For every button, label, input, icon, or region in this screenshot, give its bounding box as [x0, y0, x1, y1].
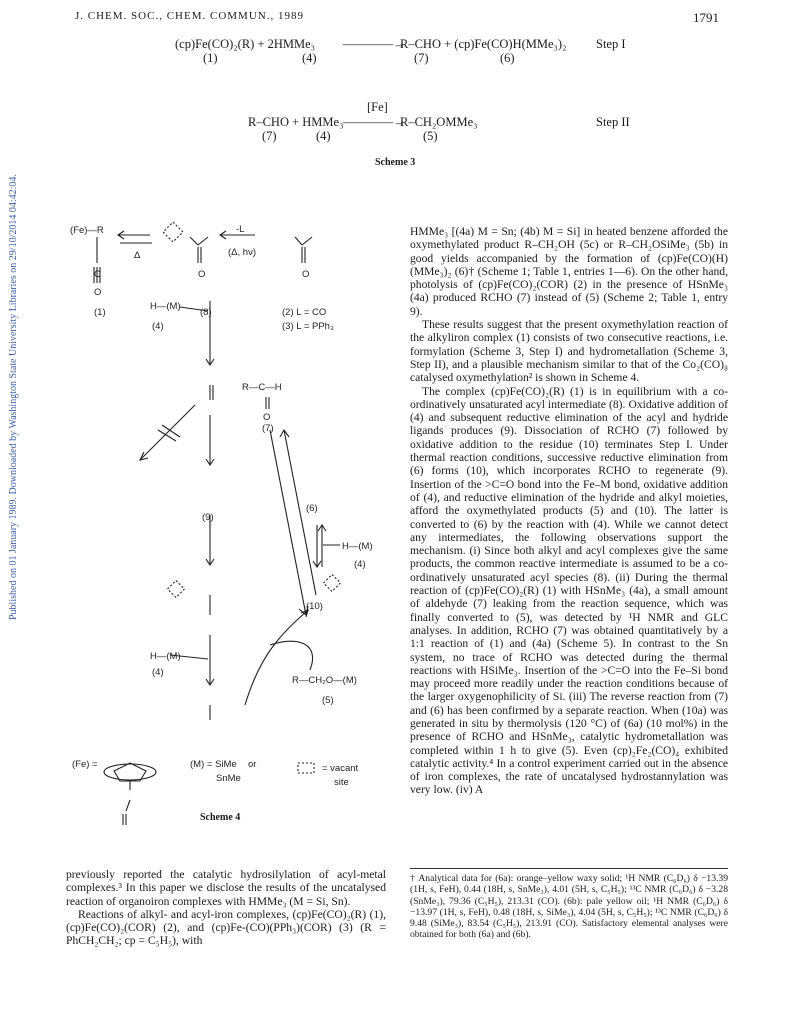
- footnote-rule: [410, 868, 728, 869]
- journal-header: J. CHEM. SOC., CHEM. COMMUN., 1989: [75, 10, 304, 22]
- svg-text:R—C—H: R—C—H: [242, 382, 282, 393]
- left-bottom-column: [66, 868, 386, 948]
- download-notice: Published on 01 January 1989. Downloaded by Washington State University Libraries on 29/10/2014 04:42:04.: [8, 174, 19, 620]
- svg-text:O: O: [94, 287, 102, 298]
- svg-text:H—(M): H—(M): [150, 301, 181, 312]
- step1-num-7: (7): [414, 51, 429, 65]
- right-column: [410, 225, 728, 797]
- svg-text:(9): (9): [202, 512, 214, 523]
- svg-text:C: C: [94, 269, 101, 280]
- step1-right: R–CHO + (cp)Fe(CO)H(MMe₃)₂: [400, 37, 567, 51]
- svg-text:(6): (6): [306, 503, 318, 514]
- svg-text:or: or: [248, 759, 257, 770]
- svg-text:site: site: [334, 777, 349, 788]
- label-fe-r: (Fe)—R: [70, 225, 104, 236]
- svg-text:(Δ, hν): (Δ, hν): [228, 247, 256, 258]
- svg-text:R—CH₂O—(M): R—CH₂O—(M): [292, 675, 357, 686]
- svg-text:(2) L = CO: (2) L = CO: [282, 307, 327, 318]
- page-number: 1791: [693, 10, 719, 25]
- svg-text:(7): (7): [262, 423, 274, 434]
- svg-text:= vacant: = vacant: [322, 763, 359, 774]
- svg-text:(3) L = PPh₃: (3) L = PPh₃: [282, 321, 334, 332]
- svg-text:SnMe: SnMe: [216, 773, 241, 784]
- step1-label: Step I: [596, 37, 626, 51]
- step1-left: (cp)Fe(CO)₂(R) + 2HMMe₃: [175, 37, 316, 51]
- svg-text:(4): (4): [152, 667, 164, 678]
- step2-label: Step II: [596, 115, 630, 129]
- step1-num-4: (4): [302, 51, 317, 65]
- svg-text:(1): (1): [94, 307, 106, 318]
- svg-text:O: O: [198, 269, 206, 280]
- svg-text:O: O: [263, 412, 271, 423]
- step2-num-7: (7): [262, 129, 277, 143]
- paragraph-left-2: Reactions of alkyl- and acyl-iron complexes, (cp)Fe(CO)₂(R) (1), (cp)Fe(CO)₂(COR) (2), and (cp)Fe-(CO)(PPh₃)(COR) (3) (R = PhCH₂CH₂; cp = C₅H₅), with: [66, 907, 386, 948]
- step1-arrow: ————→: [343, 37, 406, 51]
- scheme4-caption: Scheme 4: [200, 812, 241, 823]
- paragraph-3: The complex (cp)Fe(CO)₂(R) (1) is in equilibrium with a co-ordinatively unsaturated acyl intermediate (8). Oxidative addition of (4) and subsequent reductive elimination of the acyl and hydride ligands produces (9). Dissociation of RCHO (7) followed by oxidative addition to the residue (10) terminates Step I. Under thermal reaction conditions, successive reductive elimination from (6) forms (10), which incorporates RCHO to regenerate (9). Insertion of the >C=O bond into the Fe–M bond, oxidative addition of (4), and reductive elimination of the hydride and alkyl moieties, afford the oxymethylated products (5) and (10). The latter is converted to (6) by the reaction with (4). While we cannot detect any intermediates, the following observations support the mechanism. (i) Since both alkyl and acyl complexes give the same products, the common reactive intermediate is assumed to be a co-ordinatively unsaturated acyl species (8). (ii) During the thermal reaction of (cp)Fe(CO)₂(R) (1) with HSnMe₃ (4a), a small amount of aldehyde (7) leaking from the reaction sequence, which was finally converted to (5), was detected by ¹H NMR and GLC analyses. In addition, RCHO (7) was obtained quantitatively by a 1:1 reaction of (1) and (4a) (Scheme 5). In contrast to the Sn system, no trace of RCHO was detected during the thermal reactions with HSiMe₃. Insertion of the >C=O into the Fe–Si bond may proceed more readily under the reaction conditions because of the larger oxygenophilicity of Si. (iii) The reverse reaction from (7) and (6) has been confirmed by a separate reaction. When (10a) was generated in situ by thermolysis (120 °C) of (6a) (10 mol%) in the presence of RCHO and HSnMe₃, catalytic hydrometallation was completed within 1 h to give (5). Even (cp)₂Fe₂(CO)₄ exhibited catalytic activity.⁴ In a control experiment carried out in the absence of iron complexes, the rate of uncatalysed hydrostannylation was very low. (iv) A: [410, 384, 728, 797]
- step2-right: R–CH₂OMMe₃: [400, 115, 478, 129]
- svg-text:(M) = SiMe: (M) = SiMe: [190, 759, 237, 770]
- step2-num-5: (5): [423, 129, 438, 143]
- svg-text:(4): (4): [152, 321, 164, 332]
- paragraph-1: HMMe₃ [(4a) M = Sn; (4b) M = Si] in heated benzene afforded the oxymethylated product R–CH₂OH (5c) or R–CH₂OSiMe₃ (5b) in good yields accompanied by the formation of (cp)Fe(CO)(H)(MMe₃)₂ (6)† (Scheme 1; Table 1, entries 1—6). On the other hand, photolysis of (cp)Fe(CO)₂(COR) (2) in the presence of HSnMe₃ (4a) produced RCHO (7) instead of (5) (Scheme 2; Table 1, entry 9).: [410, 225, 728, 318]
- scheme-4-diagram: [70, 215, 400, 825]
- step2-arrow: ————→: [343, 115, 406, 129]
- svg-text:H—(M): H—(M): [150, 651, 181, 662]
- footnote: † Analytical data for (6a): orange–yellow waxy solid; ¹H NMR (C₆D₆) δ −13.39 (1H, s, FeH), 0.44 (18H, s, SnMe₃), 4.01 (5H, s, C₅H₅); ¹³C NMR (C₆D₆) δ −3.28 (SnMe₃), 79.36 (C₅H₅), 213.31 (CO). (6b): pale yellow oil; ¹H NMR (C₆D₆) δ −13.97 (1H, s, FeH), 0.48 (18H, s, SiMe₃), 4.04 (5H, s, C₅H₅); ¹³C NMR (C₆D₆) δ 9.48 (SiMe₃), 83.54 (C₅H₅), 213.91 (CO). Satisfactory elemental analyses were obtained for both (6a) and (6b).: [410, 873, 728, 941]
- svg-text:(5): (5): [322, 695, 334, 706]
- svg-text:(Fe) =: (Fe) =: [72, 759, 98, 770]
- svg-text:-L: -L: [236, 224, 245, 235]
- scheme3-caption: Scheme 3: [375, 157, 416, 168]
- svg-text:Δ: Δ: [134, 250, 141, 261]
- svg-text:(10): (10): [306, 601, 323, 612]
- step2-catalyst: [Fe]: [367, 100, 388, 114]
- svg-text:H—(M): H—(M): [342, 541, 373, 552]
- svg-text:(4): (4): [354, 559, 366, 570]
- step2-left: R–CHO + HMMe₃: [248, 115, 344, 129]
- paragraph-2: These results suggest that the present oxymethylation reaction of the alkyliron complex (1) consists of two consecutive reactions, i.e. formylation (Scheme 3, Step I) and hydrometallation (Scheme 3, Step II), and a plausible mechanism similar to that of the Co₂(CO)₈ catalysed oxymethylation² is shown in Scheme 4.: [410, 318, 728, 385]
- step1-num-1: (1): [203, 51, 218, 65]
- step1-num-6: (6): [500, 51, 515, 65]
- paragraph-left-1: previously reported the catalytic hydrosilylation of acyl-metal complexes.³ In this paper we disclose the results of the uncatalysed reaction of organoiron complexes with HMMe₃ (M = Si, Sn).: [66, 868, 386, 908]
- step2-num-4: (4): [316, 129, 331, 143]
- download-sidebar: [8, 150, 22, 650]
- svg-text:O: O: [302, 269, 310, 280]
- svg-text:(8): (8): [200, 307, 212, 318]
